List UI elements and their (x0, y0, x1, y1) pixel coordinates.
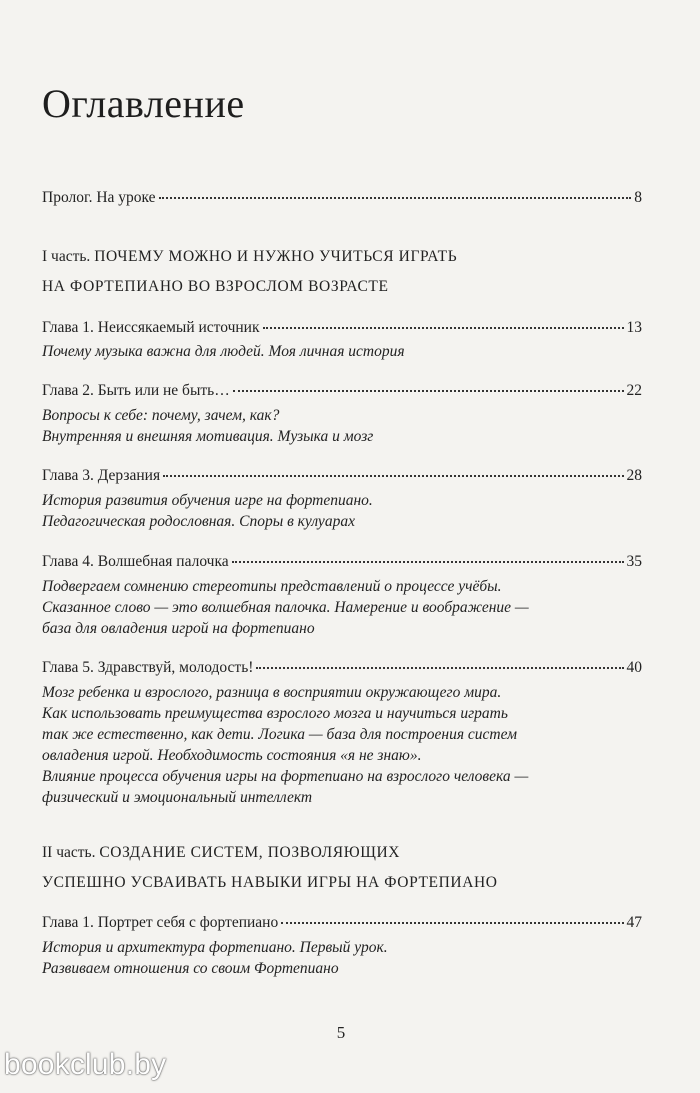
description-line: база для овладения игрой на фортепиано (42, 620, 315, 637)
description-line: Влияние процесса обучения игры на фортепиано на взрослого человека — (42, 768, 529, 785)
page-title: Оглавление (42, 81, 245, 126)
toc-entry-label: Глава 1. Портрет себя с фортепиано (42, 914, 279, 931)
toc-entry-part1-ch3[interactable] (42, 466, 642, 486)
description-line: овладения игрой. Необходимость состояния «я не знаю». (42, 747, 422, 764)
toc-entry-page: 22 (626, 382, 642, 399)
description-line: Вопросы к себе: почему, зачем, как? (42, 407, 280, 424)
toc-entry-label: Глава 1. Неиссякаемый источник (42, 319, 260, 336)
description-line: физический и эмоциональный интеллект (42, 789, 313, 806)
toc-entry-label: Глава 3. Дерзания (42, 467, 161, 484)
dot-leader (263, 326, 624, 329)
toc-entry-part1-ch5[interactable] (42, 658, 642, 678)
toc-entry-label: Глава 4. Волшебная палочка (42, 553, 229, 570)
toc-entry-label: Глава 5. Здравствуй, молодость! (42, 659, 254, 676)
chapter-description (42, 341, 662, 362)
description-line: Сказанное слово — это волшебная палочка. Намерение и воображение — (42, 599, 529, 616)
toc-entry-page: 35 (626, 553, 642, 570)
description-line: так же естественно, как дети. Логика — база для построения систем (42, 726, 517, 743)
toc-entry-page: 8 (634, 189, 642, 206)
part-heading-1 (42, 242, 652, 302)
toc-entry-page: 47 (626, 914, 642, 931)
description-line: Как использовать преимущества взрослого мозга и научиться играть (42, 705, 508, 722)
chapter-description (42, 937, 662, 979)
part-prefix: I часть. (42, 248, 91, 265)
page-number: 5 (336, 1023, 346, 1042)
description-line: Подвергаем сомнению стереотипы представлений о процессе учёбы. (42, 578, 502, 595)
toc-entry-part1-ch1[interactable] (42, 318, 642, 338)
description-line: Педагогическая родословная. Споры в кулуарах (42, 513, 355, 530)
chapter-description (42, 405, 662, 447)
toc-entry-part1-ch4[interactable] (42, 552, 642, 572)
dot-leader (233, 389, 624, 392)
part-title-line: ПОЧЕМУ МОЖНО И НУЖНО УЧИТЬСЯ ИГРАТЬ (94, 248, 458, 265)
toc-entry-page: 28 (626, 467, 642, 484)
part-title-line: СОЗДАНИЕ СИСТЕМ, ПОЗВОЛЯЮЩИХ (99, 844, 401, 861)
part-title-line: УСПЕШНО УСВАИВАТЬ НАВЫКИ ИГРЫ НА ФОРТЕПИАНО (42, 874, 498, 891)
dot-leader (159, 196, 632, 199)
part-prefix: II часть. (42, 844, 96, 861)
part-heading-2 (42, 838, 652, 898)
description-line: Мозг ребенка и взрослого, разница в восприятии окружающего мира. (42, 684, 502, 701)
description-line: Развиваем отношения со своим Фортепиано (42, 960, 339, 977)
chapter-description (42, 682, 662, 808)
toc-entry-label: Глава 2. Быть или не быть… (42, 382, 230, 399)
chapter-description (42, 576, 662, 639)
description-line: История и архитектура фортепиано. Первый урок. (42, 939, 388, 956)
toc-entry-part2-ch1[interactable] (42, 913, 642, 933)
toc-entry-label: Пролог. На уроке (42, 189, 156, 206)
toc-entry-prologue[interactable] (42, 188, 642, 208)
toc-entry-page: 13 (626, 319, 642, 336)
description-line: Внутренняя и внешняя мотивация. Музыка и мозг (42, 428, 374, 445)
chapter-description (42, 490, 662, 532)
description-line: История развития обучения игре на фортепиано. (42, 492, 373, 509)
dot-leader (281, 921, 623, 924)
part-title-line: НА ФОРТЕПИАНО ВО ВЗРОСЛОМ ВОЗРАСТЕ (42, 278, 389, 295)
dot-leader (163, 474, 623, 477)
toc-entry-part1-ch2[interactable] (42, 381, 642, 401)
dot-leader (232, 560, 624, 563)
description-line: Почему музыка важна для людей. Моя личная история (42, 343, 405, 360)
toc-entry-page: 40 (626, 659, 642, 676)
watermark-logo: bookclub.by (4, 1048, 167, 1081)
dot-leader (256, 666, 623, 669)
